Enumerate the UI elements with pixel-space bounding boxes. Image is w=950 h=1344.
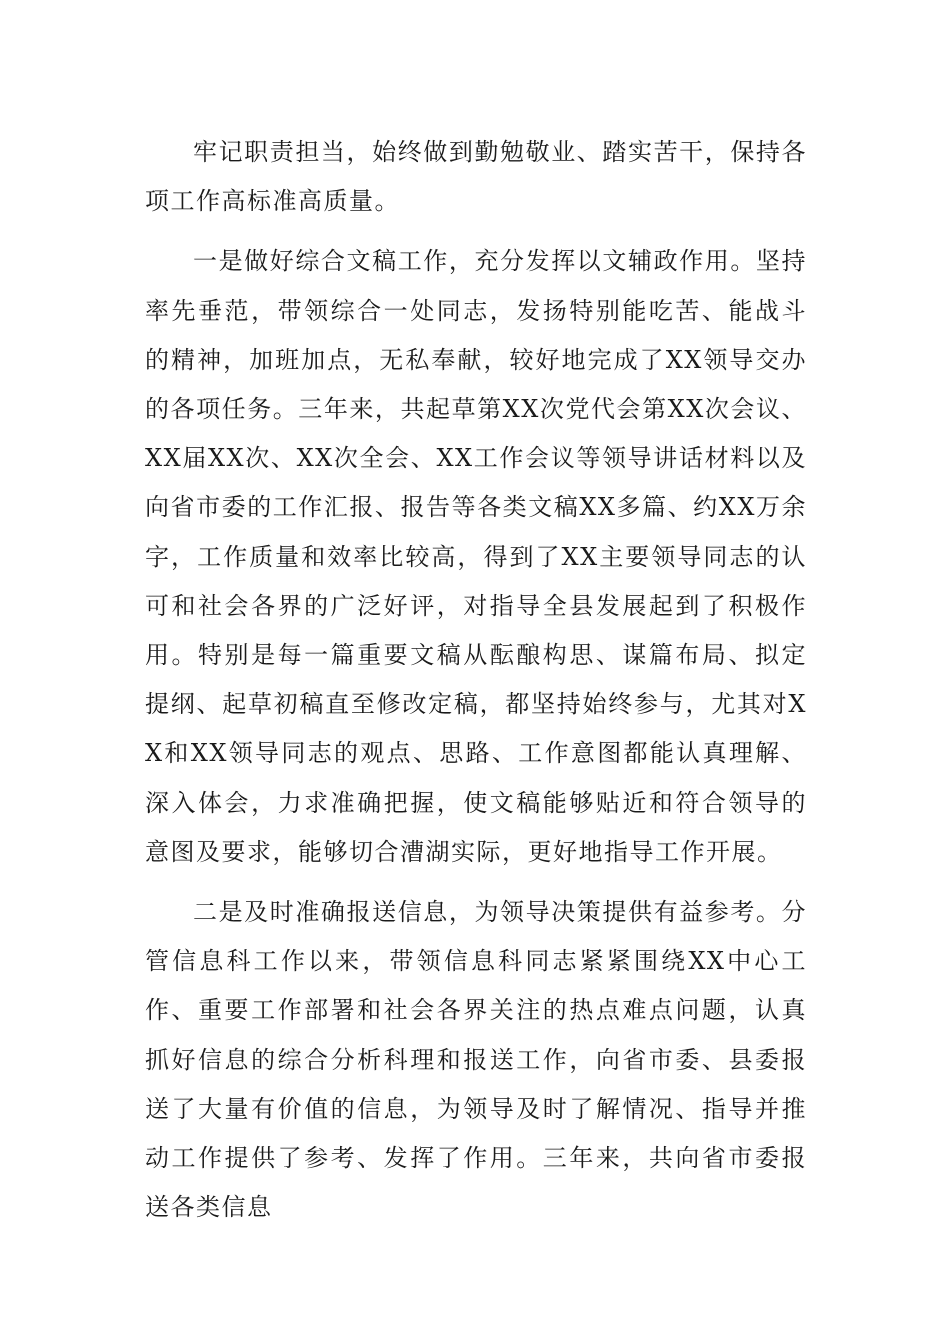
paragraph-drafting-work: 一是做好综合文稿工作，充分发挥以文辅政作用。坚持率先垂范，带领综合一处同志，发扬特别能吃苦、能战斗的精神，加班加点，无私奉献，较好地完成了XX领导交办的各项任务。三年来，共起草第XX次党代会第XX次会议、XX届XX次、XX次全会、XX工作会议等领导讲话材料以及向省市委的工作汇报、报告等各类文稿XX多篇、约XX万余字，工作质量和效率比较高，得到了XX主要领导同志的认可和社会各界的广泛好评，对指导全县发展起到了积极作用。特别是每一篇重要文稿从酝酿构思、谋篇布局、拟定提纲、起草初稿直至修改定稿，都坚持始终参与，尤其对XX和XX领导同志的观点、思路、工作意图都能认真理解、深入体会，力求准确把握，使文稿能够贴近和符合领导的意图及要求，能够切合漕湖实际，更好地指导工作开展。 xyxy=(145,247,807,866)
document-body xyxy=(145,128,807,1243)
paragraph-information-work: 二是及时准确报送信息，为领导决策提供有益参考。分管信息科工作以来，带领信息科同志紧紧围绕XX中心工作、重要工作部署和社会各界关注的热点难点问题，认真抓好信息的综合分析科理和报送工作，向省市委、县委报送了大量有价值的信息，为领导及时了解情况、指导并推动工作提供了参考、发挥了作用。三年来，共向省市委报送各类信息 xyxy=(145,898,807,1222)
paragraph-intro: 牢记职责担当，始终做到勤勉敬业、踏实苦干，保持各项工作高标准高质量。 xyxy=(145,138,807,216)
